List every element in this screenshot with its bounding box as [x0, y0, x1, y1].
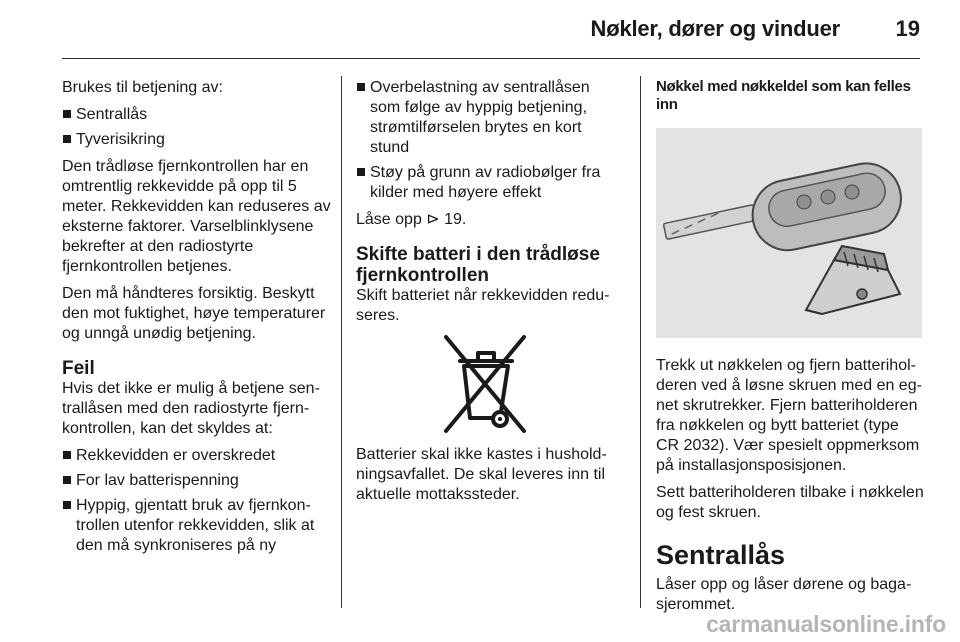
list-item: For lav batterispenning — [62, 471, 332, 491]
column-1 — [62, 78, 332, 563]
page-header-title: Nøkler, dører og vinduer — [590, 16, 840, 41]
heading-folding-key: Nøkkel med nøkkeldel som kan felles inn — [656, 78, 911, 113]
column-divider-1 — [341, 76, 342, 608]
page-number: 19 — [895, 16, 920, 41]
list-item: Rekkevidden er overskredet — [62, 446, 332, 466]
list-item: Støy på grunn av radiobølger fra kilder med høyere effekt — [356, 163, 620, 203]
list-item: Hyppig, gjentatt bruk av fjernkontrollen utenfor rekkevidden, slik at den må synkroniseres på ny — [62, 496, 332, 556]
fault-paragraph: Hvis det ikke er mulig å betjene sentrallåsen med den radiostyrte fjernkontrollen, kan det skyldes at: — [62, 380, 320, 437]
causes-list-continued — [356, 78, 620, 203]
range-paragraph: Den trådløse fjernkontrollen har en omtrentlig rekkevidde på opp til 5 meter. Rekkevidden kan reduseres av eksterne faktorer. Varselblinklysene bekrefter at den radiostyrte fjernkontrollen betjenes. — [62, 158, 331, 275]
list-item: Overbelastning av sentrallåsen som følge av hyppig betjening, strømtilførselen brytes en kort stund — [356, 78, 620, 158]
unlock-reference: Låse opp ⊳ 19. — [356, 211, 467, 228]
reinstall-paragraph: Sett batteriholderen tilbake i nøkkelen og fest skruen. — [656, 484, 924, 521]
list-item: Tyverisikring — [62, 130, 332, 150]
disposal-paragraph: Batterier skal ikke kastes i husholdningsavfallet. De skal leveres inn til aktuelle mottakssteder. — [356, 446, 607, 503]
list-item: Sentrallås — [62, 105, 332, 125]
causes-list — [62, 446, 332, 556]
battery-paragraph: Skift batteriet når rekkevidden reduseres. — [356, 287, 610, 324]
column-3 — [656, 78, 924, 622]
header-divider — [62, 58, 920, 59]
intro-text: Brukes til betjening av: — [62, 79, 223, 96]
central-lock-paragraph: Låser opp og låser dørene og bagasjerommet. — [656, 576, 912, 613]
column-divider-2 — [640, 76, 641, 608]
battery-change-paragraph: Trekk ut nøkkelen og fjern batteriholderen ved å løsne skruen med en egnet skrutrekker. Fjern batteriholderen fra nøkkelen og bytt batteriet (type CR 2032). Vær spesielt oppmerksom på installasjonsposisjonen. — [656, 357, 922, 474]
uses-list — [62, 105, 332, 150]
care-paragraph: Den må håndteres forsiktig. Beskytt den mot fuktighet, høye temperaturer og unngå unødig betjening. — [62, 285, 326, 342]
heading-change-battery: Skifte batteri i den trådløse fjernkontrollen — [356, 244, 600, 286]
column-2 — [356, 78, 620, 512]
crossed-out-wheelie-bin-icon — [430, 333, 540, 435]
heading-sentrallas: Sentrallås — [656, 540, 786, 570]
folding-key-battery-illustration — [656, 128, 922, 338]
watermark: carmanualsonline.info — [706, 611, 946, 637]
heading-feil: Feil — [62, 358, 95, 379]
